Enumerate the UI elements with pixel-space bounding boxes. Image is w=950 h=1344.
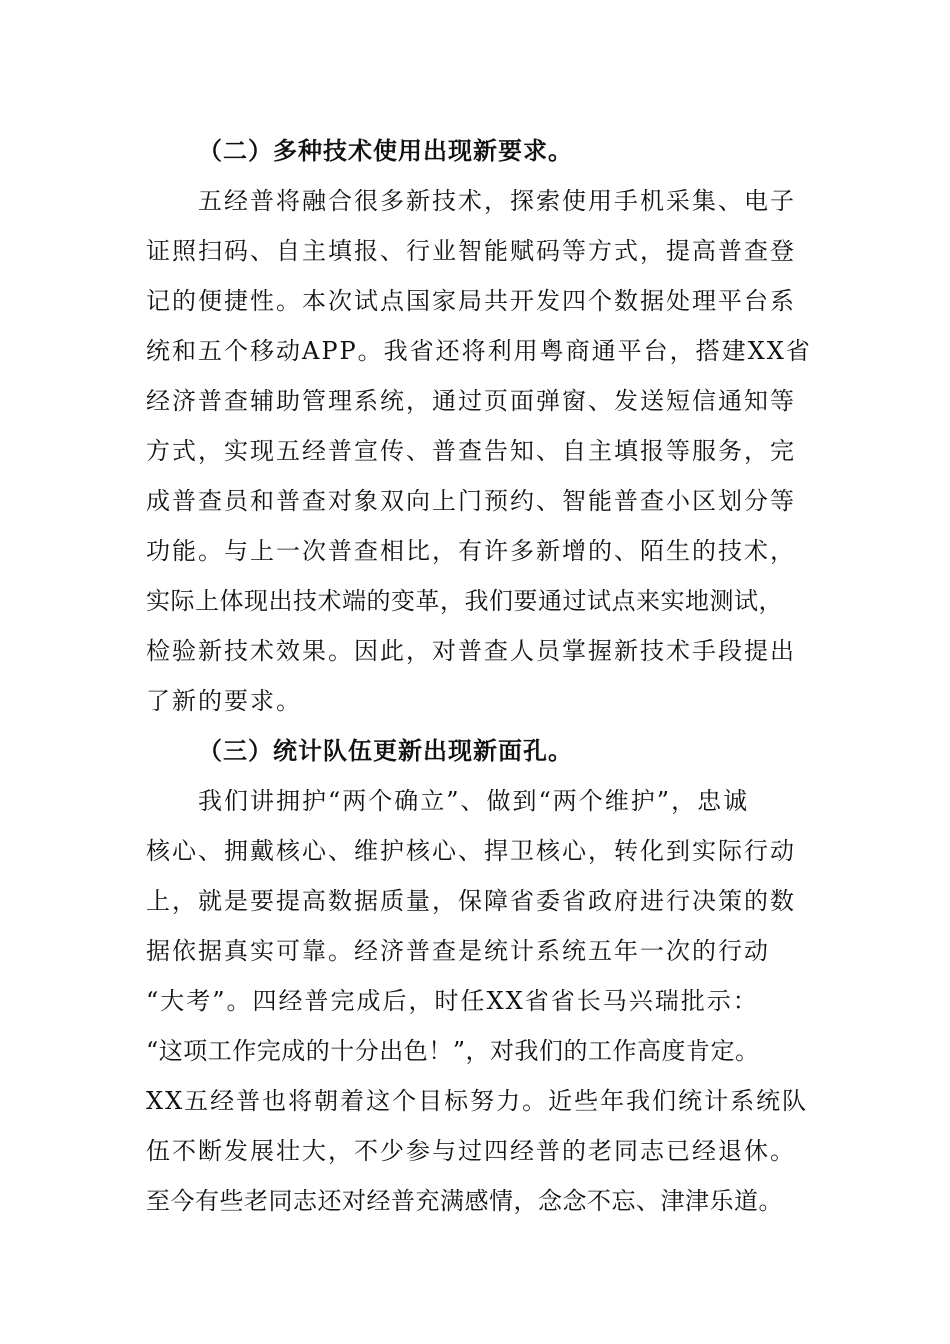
paragraph-line: XX五经普也将朝着这个目标努力。近些年我们统计系统队: [146, 1087, 809, 1115]
paragraph-line: 实际上体现出技术端的变革，我们要通过试点来实地测试，: [146, 587, 783, 615]
paragraph-line: 核心、拥戴核心、维护核心、捍卫核心，转化到实际行动: [146, 837, 796, 865]
document-body: [146, 126, 812, 1226]
paragraph-line: 据依据真实可靠。经济普查是统计系统五年一次的行动: [146, 937, 770, 965]
section-heading-2: （二）多种技术使用出现新要求。: [198, 137, 573, 165]
paragraph-line: 记的便捷性。本次试点国家局共开发四个数据处理平台系: [146, 287, 796, 315]
paragraph-line: “大考”。四经普完成后，时任XX省省长马兴瑞批示：: [146, 987, 759, 1015]
paragraph-line: 经济普查辅助管理系统，通过页面弹窗、发送短信通知等: [146, 387, 796, 415]
paragraph-line: 功能。与上一次普查相比，有许多新增的、陌生的技术，: [146, 537, 796, 565]
paragraph-line: 证照扫码、自主填报、行业智能赋码等方式，提高普查登: [146, 237, 796, 265]
paragraph-line: “这项工作完成的十分出色！”，对我们的工作高度肯定。: [146, 1037, 760, 1065]
section-heading-3: （三）统计队伍更新出现新面孔。: [198, 737, 573, 765]
paragraph-line: 检验新技术效果。因此，对普查人员掌握新技术手段提出: [146, 637, 796, 665]
paragraph-line: 伍不断发展壮大，不少参与过四经普的老同志已经退休。: [146, 1137, 796, 1165]
paragraph-line: 我们讲拥护“两个确立”、做到“两个维护”，忠诚: [198, 787, 750, 815]
paragraph-line: 了新的要求。: [146, 687, 302, 715]
paragraph-line: 至今有些老同志还对经普充满感情，念念不忘、津津乐道。: [146, 1187, 783, 1215]
paragraph-line: 上，就是要提高数据质量，保障省委省政府进行决策的数: [146, 887, 796, 915]
paragraph-line: 成普查员和普查对象双向上门预约、智能普查小区划分等: [146, 487, 796, 515]
paragraph-line: 五经普将融合很多新技术，探索使用手机采集、电子: [198, 187, 796, 215]
paragraph-line: 统和五个移动APP。我省还将利用粤商通平台，搭建XX省: [146, 337, 812, 365]
paragraph-line: 方式，实现五经普宣传、普查告知、自主填报等服务，完: [146, 437, 796, 465]
